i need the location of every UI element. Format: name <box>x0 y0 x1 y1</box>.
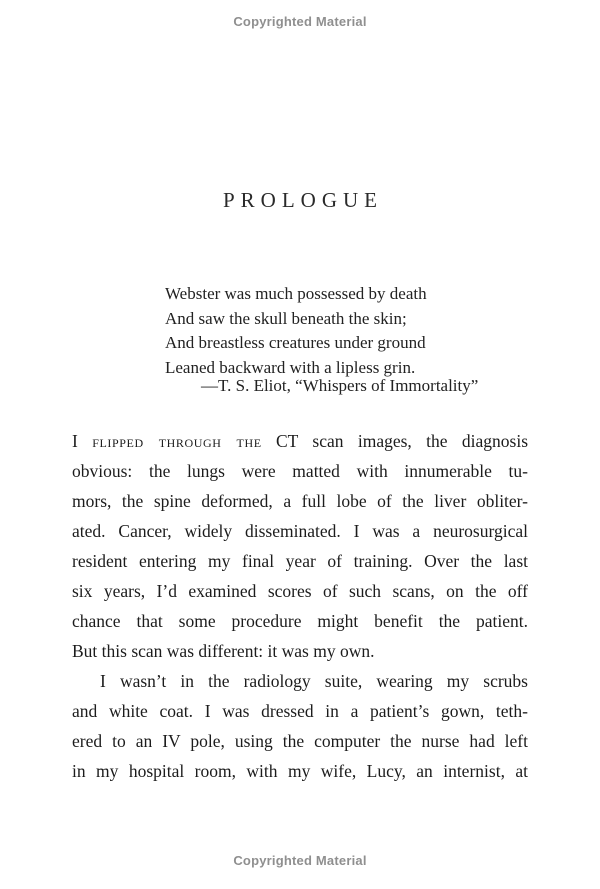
opening-smallcaps: flipped through the <box>92 431 262 451</box>
body-line: and white coat. I was dressed in a patient’s gown, teth- <box>72 701 528 721</box>
epigraph-line: And saw the skull beneath the skin; <box>165 308 407 328</box>
chapter-title: PROLOGUE <box>222 188 383 212</box>
opening-lead: I <box>72 431 78 451</box>
body-line-opening <box>72 426 528 456</box>
body-line: ated. Cancer, widely disseminated. I was a neurosurgical <box>72 521 528 541</box>
epigraph <box>165 282 427 380</box>
body-line-paragraph-start: I wasn’t in the radiology suite, wearing my scrubs <box>100 671 528 691</box>
body-line: resident entering my final year of training. Over the last <box>72 551 528 571</box>
body-line: in my hospital room, with my wife, Lucy, an internist, at <box>72 761 528 781</box>
body-line: chance that some procedure might benefit the patient. <box>72 611 528 631</box>
copyright-notice-bottom: Copyrighted Material <box>233 853 367 868</box>
opening-rest: CT scan images, the diagnosis <box>276 431 529 451</box>
epigraph-attribution: —T. S. Eliot, “Whispers of Immortality” <box>201 376 479 395</box>
body-line: ered to an IV pole, using the computer the nurse had left <box>72 731 528 751</box>
epigraph-line: And breastless creatures under ground <box>165 333 426 352</box>
copyright-notice-top: Copyrighted Material <box>233 14 367 29</box>
body-line: six years, I’d examined scores of such scans, on the off <box>72 581 528 601</box>
epigraph-line: Leaned backward with a lipless grin. <box>165 357 416 377</box>
body-line-paragraph-end: But this scan was different: it was my own. <box>72 641 375 661</box>
epigraph-line: Webster was much possessed by death <box>165 284 427 303</box>
body-text <box>72 426 528 786</box>
body-line: obvious: the lungs were matted with innumerable tu- <box>72 461 528 481</box>
body-line: mors, the spine deformed, a full lobe of the liver obliter- <box>72 491 528 511</box>
